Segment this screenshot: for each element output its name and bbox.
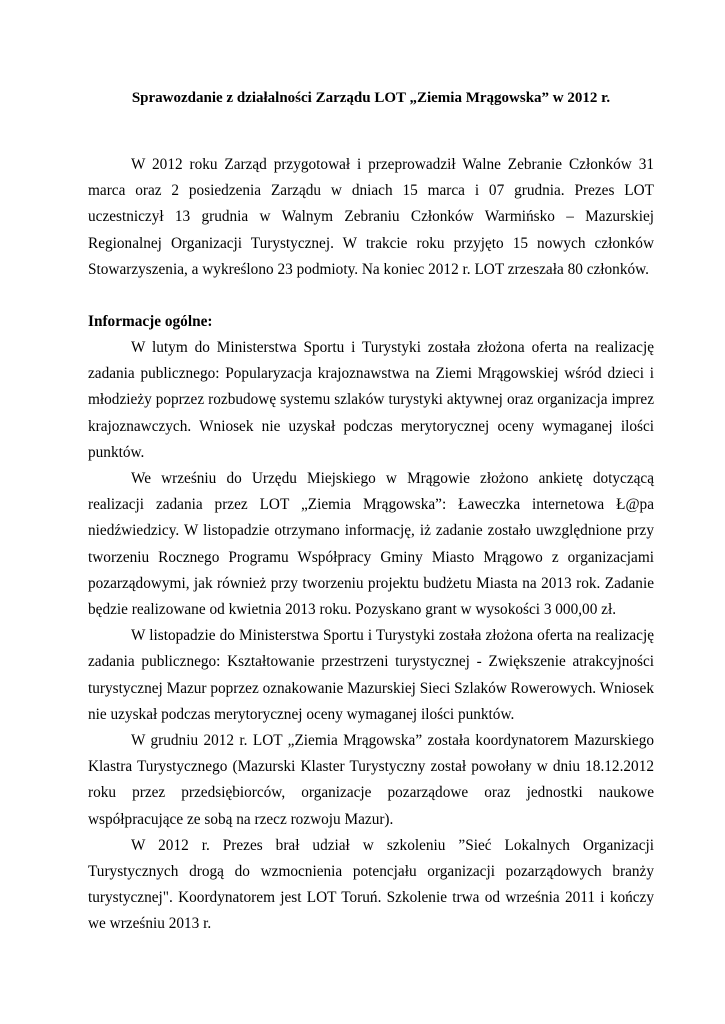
paragraph-ministry-february: W lutym do Ministerstwa Sportu i Turystyki została złożona oferta na realizację zadania publicznego: Popularyzacja krajoznawstwa na Ziemi Mrągowskiej wśród dzieci i młodzieży poprzez rozbudowę systemu szlaków turystyki aktywnej oraz organizacja imprez krajoznawczych. Wniosek nie uzyskał podczas merytorycznej oceny wymaganej ilości punktów. — [88, 339, 654, 461]
section-heading: Informacje ogólne: — [88, 313, 213, 330]
document-title: Sprawozdanie z działalności Zarządu LOT „Ziemia Mrągowska” w 2012 r. — [131, 90, 611, 106]
paragraph-training: W 2012 r. Prezes brał udział w szkoleniu ”Sieć Lokalnych Organizacji Turystycznych drogą do wzmocnienia potencjału organizacji pozarządowych branży turystycznej". Koordynatorem jest LOT Toruń. Szkolenie trwa od września 2011 i kończy we wrześniu 2013 r. — [88, 836, 654, 933]
intro-paragraph: W 2012 roku Zarząd przygotował i przeprowadził Walne Zebranie Członków 31 marca oraz 2 posiedzenia Zarządu w dniach 15 marca i 07 grudnia. Prezes LOT uczestniczył 13 grudnia w Walnym Zebraniu Członków Warmińsko – Mazurskiej Regionalnej Organizacji Turystycznej. W trakcie roku przyjęto 15 nowych członków Stowarzyszenia, a wykreślono 23 podmioty. Na koniec 2012 r. LOT zrzeszała 80 członków. — [88, 156, 654, 278]
section-body — [88, 335, 654, 938]
paragraph-ministry-november: W listopadzie do Ministerstwa Sportu i Turystyki została złożona oferta na realizację zadania publicznego: Kształtowanie przestrzeni turystycznej - Zwiększenie atrakcyjności turystycznej Mazur poprzez oznakowanie Mazurskiej Sieci Szlaków Rowerowych. Wniosek nie uzyskał podczas merytorycznej oceny wymaganej ilości punktów. — [88, 627, 654, 723]
paragraph-tourism-cluster: W grudniu 2012 r. LOT „Ziemia Mrągowska” została koordynatorem Mazurskiego Klastra Turystycznego (Mazurski Klaster Turystyczny został powołany w dniu 18.12.2012 roku przez przedsiębiorców, organizacje pozarządowe oraz jednostki naukowe współpracujące ze sobą na rzecz rozwoju Mazur). — [88, 732, 654, 828]
paragraph-city-office-september: We wrześniu do Urzędu Miejskiego w Mrągowie złożono ankietę dotyczącą realizacji zadania przez LOT „Ziemia Mrągowska”: Ławeczka internetowa Ł@pa niedźwiedzicy. W listopadzie otrzymano informację, iż zadanie zostało uwzględnione przy tworzeniu Rocznego Programu Współpracy Gminy Miasto Mrągowo z organizacjami pozarządowymi, jak również przy tworzeniu projektu budżetu Miasta na 2013 rok. Zadanie będzie realizowane od kwietnia 2013 roku. Pozyskano grant w wysokości 3 000,00 zł. — [88, 470, 654, 619]
